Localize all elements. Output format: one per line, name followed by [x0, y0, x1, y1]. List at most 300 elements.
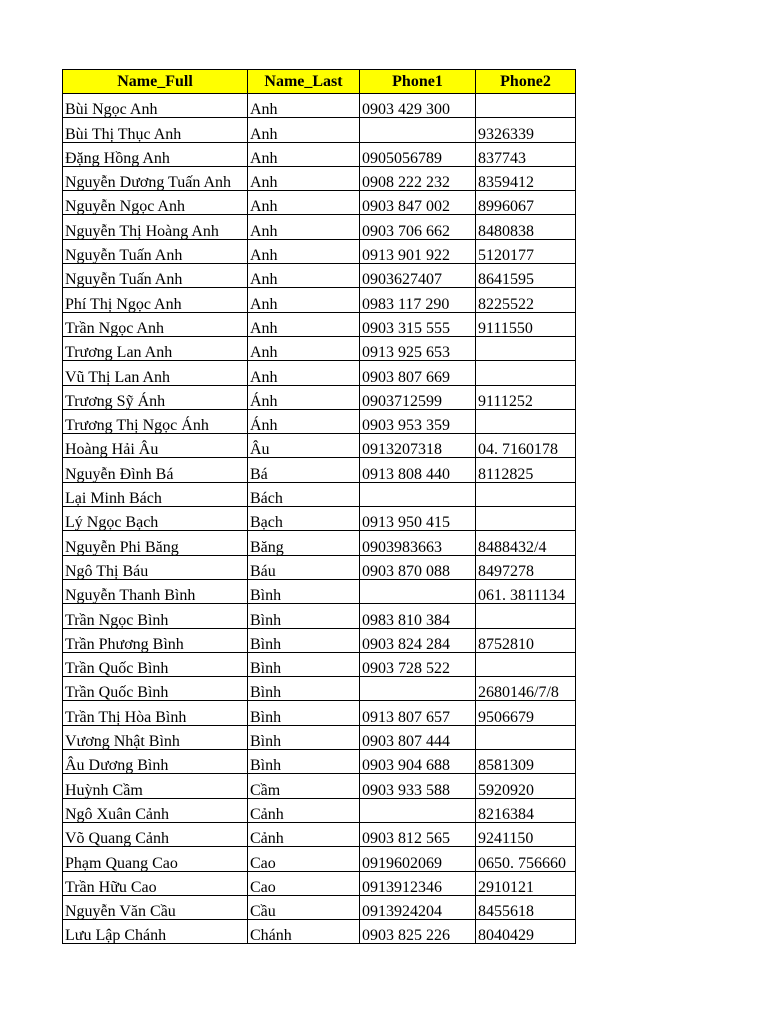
cell-name-last[interactable] — [248, 774, 360, 798]
cell-phone1-text: 0983 117 290 — [362, 295, 450, 313]
cell-phone1[interactable] — [360, 604, 476, 628]
cell-phone1[interactable] — [360, 677, 476, 701]
cell-name-last-text: Báu — [250, 562, 276, 580]
header-phone1[interactable]: Phone1 — [360, 70, 476, 94]
cell-phone1-text: 0919602069 — [362, 854, 442, 872]
cell-phone1-text: 0903 870 088 — [362, 562, 450, 580]
cell-name-full-text: Ngô Thị Báu — [65, 562, 149, 580]
cell-name-last[interactable] — [248, 701, 360, 725]
cell-name-full-text: Trương Sỹ Ánh — [65, 392, 166, 410]
cell-phone2[interactable] — [476, 482, 576, 506]
cell-name-full[interactable] — [63, 920, 248, 944]
cell-name-last[interactable] — [248, 264, 360, 288]
cell-name-last[interactable] — [248, 798, 360, 822]
cell-phone1-text: 0903 429 300 — [362, 101, 450, 119]
cell-name-full[interactable] — [63, 142, 248, 166]
table-row — [63, 847, 576, 871]
cell-name-last-text: Bình — [250, 635, 282, 653]
cell-name-last[interactable] — [248, 652, 360, 676]
cell-phone1-text: 0903 315 555 — [362, 319, 450, 337]
cell-phone1[interactable] — [360, 920, 476, 944]
cell-name-full[interactable] — [63, 822, 248, 846]
cell-name-full-text: Trần Quốc Bình — [65, 660, 169, 678]
cell-name-full-text: Trương Lan Anh — [65, 344, 173, 362]
cell-name-full-text: Nguyễn Tuấn Anh — [65, 247, 183, 265]
cell-phone1[interactable] — [360, 822, 476, 846]
cell-name-full-text: Trương Thị Ngọc Ánh — [65, 417, 209, 435]
cell-phone2[interactable] — [476, 725, 576, 749]
cell-phone2-text: 8488432/4 — [478, 538, 547, 556]
cell-name-last[interactable] — [248, 385, 360, 409]
cell-phone1[interactable] — [360, 725, 476, 749]
cell-name-full-text: Bùi Thị Thục Anh — [65, 125, 182, 143]
cell-phone2[interactable] — [476, 118, 576, 142]
table-row — [63, 604, 576, 628]
cell-phone2[interactable] — [476, 871, 576, 895]
cell-phone2-text: 9111252 — [478, 392, 533, 410]
cell-phone2[interactable] — [476, 847, 576, 871]
cell-name-full[interactable] — [63, 118, 248, 142]
table-row — [63, 215, 576, 239]
table-row — [63, 920, 576, 944]
cell-name-last-text: Bình — [250, 660, 282, 678]
cell-name-last-text: Cảnh — [250, 805, 284, 823]
cell-phone2-text: 8216384 — [478, 805, 534, 823]
cell-phone1-text: 0903 807 669 — [362, 368, 450, 386]
cell-name-last[interactable] — [248, 725, 360, 749]
cell-name-full-text: Huỳnh Cầm — [65, 781, 143, 799]
cell-name-last[interactable] — [248, 871, 360, 895]
cell-phone2[interactable] — [476, 142, 576, 166]
cell-phone2[interactable] — [476, 434, 576, 458]
cell-phone2[interactable] — [476, 312, 576, 336]
cell-name-last[interactable] — [248, 166, 360, 190]
cell-phone2-text: 8497278 — [478, 562, 534, 580]
cell-name-full[interactable] — [63, 458, 248, 482]
cell-phone1[interactable] — [360, 579, 476, 603]
cell-phone2-text: 9506679 — [478, 708, 534, 726]
cell-name-full[interactable] — [63, 555, 248, 579]
table-row — [63, 701, 576, 725]
cell-phone2[interactable] — [476, 604, 576, 628]
cell-phone1-text: 0903 933 588 — [362, 781, 450, 799]
cell-phone2[interactable] — [476, 531, 576, 555]
cell-phone2-text: 8112825 — [478, 465, 534, 483]
table-row — [63, 531, 576, 555]
cell-name-full[interactable] — [63, 215, 248, 239]
cell-name-last-text: Bạch — [250, 514, 283, 532]
table-row — [63, 434, 576, 458]
cell-phone1-text: 0903 807 444 — [362, 733, 450, 751]
cell-phone1-text: 0903983663 — [362, 538, 442, 556]
cell-phone2-text: 837743 — [478, 149, 526, 167]
cell-name-last-text: Chánh — [250, 927, 292, 945]
cell-phone1[interactable] — [360, 847, 476, 871]
cell-name-last-text: Bình — [250, 757, 282, 775]
cell-phone1-text: 0913912346 — [362, 878, 442, 896]
cell-phone1-text: 0903 812 565 — [362, 830, 450, 848]
cell-name-full-text: Lại Minh Bách — [65, 490, 162, 508]
cell-name-full-text: Nguyễn Dương Tuấn Anh — [65, 174, 232, 192]
cell-name-last[interactable] — [248, 555, 360, 579]
cell-phone1[interactable] — [360, 264, 476, 288]
cell-name-last[interactable] — [248, 118, 360, 142]
cell-name-last-text: Cầu — [250, 903, 276, 921]
cell-phone2[interactable] — [476, 94, 576, 118]
cell-name-full-text: Nguyễn Ngọc Anh — [65, 198, 185, 216]
cell-name-full[interactable] — [63, 507, 248, 531]
cell-phone1[interactable] — [360, 118, 476, 142]
cell-phone2[interactable] — [476, 628, 576, 652]
cell-name-full[interactable] — [63, 652, 248, 676]
cell-name-full[interactable] — [63, 579, 248, 603]
cell-phone2-text: 8455618 — [478, 903, 534, 921]
cell-name-last[interactable] — [248, 822, 360, 846]
contact-table — [62, 69, 576, 944]
cell-name-last-text: Cầm — [250, 781, 281, 799]
cell-name-last-text: Anh — [250, 247, 278, 265]
cell-name-full-text: Âu Dương Bình — [65, 757, 169, 775]
cell-phone2[interactable] — [476, 361, 576, 385]
cell-phone2[interactable] — [476, 822, 576, 846]
cell-phone1[interactable] — [360, 361, 476, 385]
cell-name-full-text: Phí Thị Ngọc Anh — [65, 295, 182, 313]
cell-phone1[interactable] — [360, 288, 476, 312]
cell-phone1[interactable] — [360, 531, 476, 555]
cell-name-full[interactable] — [63, 847, 248, 871]
cell-name-full-text: Bùi Ngọc Anh — [65, 101, 158, 119]
cell-name-last[interactable] — [248, 604, 360, 628]
cell-phone2-text: 5920920 — [478, 781, 534, 799]
cell-name-full-text: Nguyễn Tuấn Anh — [65, 271, 183, 289]
cell-phone1-text: 0903 904 688 — [362, 757, 450, 775]
cell-phone2-text: 8480838 — [478, 222, 534, 240]
cell-name-last-text: Bình — [250, 684, 282, 702]
cell-name-last-text: Anh — [250, 174, 278, 192]
cell-name-full-text: Vũ Thị Lan Anh — [65, 368, 171, 386]
cell-phone2-text: 0650. 756660 — [478, 854, 566, 872]
table-row — [63, 288, 576, 312]
cell-phone2[interactable] — [476, 895, 576, 919]
cell-phone1-text: 0913 808 440 — [362, 465, 450, 483]
cell-phone2-text: 8359412 — [478, 174, 534, 192]
cell-name-last-text: Băng — [250, 538, 284, 556]
cell-name-last[interactable] — [248, 920, 360, 944]
cell-phone1[interactable] — [360, 555, 476, 579]
cell-phone1[interactable] — [360, 482, 476, 506]
cell-phone1[interactable] — [360, 215, 476, 239]
cell-phone2[interactable] — [476, 555, 576, 579]
cell-name-last[interactable] — [248, 482, 360, 506]
cell-name-last[interactable] — [248, 142, 360, 166]
cell-phone1-text: 0903627407 — [362, 271, 442, 289]
cell-name-last-text: Cảnh — [250, 830, 284, 848]
cell-name-full[interactable] — [63, 774, 248, 798]
cell-phone2[interactable] — [476, 701, 576, 725]
cell-phone2[interactable] — [476, 750, 576, 774]
cell-phone1[interactable] — [360, 434, 476, 458]
cell-name-full[interactable] — [63, 312, 248, 336]
cell-name-full[interactable] — [63, 531, 248, 555]
cell-phone1-text: 0903 847 002 — [362, 198, 450, 216]
cell-name-full[interactable] — [63, 191, 248, 215]
cell-phone2[interactable] — [476, 579, 576, 603]
cell-name-last[interactable] — [248, 215, 360, 239]
cell-phone2-text: 8581309 — [478, 757, 534, 775]
cell-phone1[interactable] — [360, 507, 476, 531]
cell-phone1-text: 0903 728 522 — [362, 660, 450, 678]
cell-name-full[interactable] — [63, 94, 248, 118]
cell-phone2[interactable] — [476, 798, 576, 822]
cell-name-full[interactable] — [63, 895, 248, 919]
cell-name-last-text: Ánh — [250, 392, 278, 410]
cell-name-last[interactable] — [248, 507, 360, 531]
cell-name-last[interactable] — [248, 458, 360, 482]
cell-name-last[interactable] — [248, 312, 360, 336]
cell-phone1-text: 0913 807 657 — [362, 708, 450, 726]
table-row — [63, 798, 576, 822]
cell-phone2-text: 8752810 — [478, 635, 534, 653]
cell-name-last[interactable] — [248, 409, 360, 433]
cell-name-last[interactable] — [248, 361, 360, 385]
cell-phone1[interactable] — [360, 409, 476, 433]
cell-phone2-text: 061. 3811134 — [478, 587, 565, 605]
cell-name-full-text: Trần Thị Hòa Bình — [65, 708, 187, 726]
cell-name-last-text: Anh — [250, 125, 278, 143]
cell-name-full-text: Trần Ngọc Bình — [65, 611, 169, 629]
table-row — [63, 652, 576, 676]
cell-name-last[interactable] — [248, 239, 360, 263]
header-name-full[interactable]: Name_Full — [63, 70, 248, 94]
table-row — [63, 555, 576, 579]
table-row — [63, 895, 576, 919]
table-row — [63, 191, 576, 215]
table-row — [63, 336, 576, 360]
cell-phone1[interactable] — [360, 191, 476, 215]
table-row — [63, 361, 576, 385]
cell-name-full-text: Trần Phương Bình — [65, 635, 184, 653]
cell-name-full[interactable] — [63, 871, 248, 895]
cell-name-last-text: Anh — [250, 319, 278, 337]
cell-name-full[interactable] — [63, 166, 248, 190]
table-row — [63, 822, 576, 846]
table-row — [63, 628, 576, 652]
cell-name-full[interactable] — [63, 288, 248, 312]
cell-phone1-text: 0913 925 653 — [362, 344, 450, 362]
cell-name-last-text: Bình — [250, 611, 282, 629]
cell-phone2-text: 2910121 — [478, 878, 534, 896]
cell-name-full[interactable] — [63, 264, 248, 288]
cell-phone2-text: 8225522 — [478, 295, 534, 313]
cell-phone2[interactable] — [476, 507, 576, 531]
cell-phone1-text: 0908 222 232 — [362, 174, 450, 192]
cell-name-full[interactable] — [63, 482, 248, 506]
cell-phone2-text: 9326339 — [478, 125, 534, 143]
table-row — [63, 774, 576, 798]
table-row — [63, 482, 576, 506]
table-row — [63, 118, 576, 142]
cell-name-full[interactable] — [63, 798, 248, 822]
cell-name-full-text: Võ Quang Cảnh — [65, 830, 169, 848]
cell-name-last[interactable] — [248, 677, 360, 701]
cell-name-full-text: Hoàng Hải Âu — [65, 441, 159, 459]
cell-name-full[interactable] — [63, 239, 248, 263]
cell-name-full[interactable] — [63, 409, 248, 433]
table-row — [63, 264, 576, 288]
table-row — [63, 239, 576, 263]
cell-name-full[interactable] — [63, 361, 248, 385]
cell-name-full-text: Lý Ngọc Bạch — [65, 514, 159, 532]
cell-phone2-text: 8040429 — [478, 927, 534, 945]
table-row — [63, 750, 576, 774]
table-row — [63, 312, 576, 336]
cell-name-full-text: Trần Ngọc Anh — [65, 319, 164, 337]
cell-name-last[interactable] — [248, 847, 360, 871]
cell-phone1[interactable] — [360, 385, 476, 409]
cell-name-last-text: Cao — [250, 878, 276, 896]
cell-name-full-text: Nguyễn Thị Hoàng Anh — [65, 222, 219, 240]
cell-name-full[interactable] — [63, 725, 248, 749]
cell-phone2-text: 2680146/7/8 — [478, 684, 559, 702]
header-name-last[interactable]: Name_Last — [248, 70, 360, 94]
cell-phone1[interactable] — [360, 336, 476, 360]
table-row — [63, 94, 576, 118]
cell-phone2[interactable] — [476, 385, 576, 409]
cell-phone1[interactable] — [360, 871, 476, 895]
cell-phone1[interactable] — [360, 142, 476, 166]
cell-phone1-text: 0913 901 922 — [362, 247, 450, 265]
cell-name-full-text: Trần Hữu Cao — [65, 878, 157, 896]
cell-phone2-text: 5120177 — [478, 247, 534, 265]
cell-phone2[interactable] — [476, 288, 576, 312]
cell-phone2[interactable] — [476, 920, 576, 944]
cell-name-last[interactable] — [248, 434, 360, 458]
cell-name-full-text: Nguyễn Phi Băng — [65, 538, 179, 556]
table-row — [63, 579, 576, 603]
cell-phone1[interactable] — [360, 166, 476, 190]
cell-phone2-text: 04. 7160178 — [478, 441, 558, 459]
cell-name-full[interactable] — [63, 677, 248, 701]
cell-phone2[interactable] — [476, 652, 576, 676]
cell-name-full-text: Ngô Xuân Cảnh — [65, 805, 169, 823]
cell-name-full-text: Phạm Quang Cao — [65, 854, 178, 872]
cell-name-last[interactable] — [248, 531, 360, 555]
cell-phone1-text: 0983 810 384 — [362, 611, 450, 629]
cell-name-last-text: Bá — [250, 465, 268, 483]
cell-phone2[interactable] — [476, 336, 576, 360]
cell-phone2[interactable] — [476, 215, 576, 239]
cell-phone1-text: 0913924204 — [362, 903, 442, 921]
cell-name-last[interactable] — [248, 628, 360, 652]
cell-name-last-text: Anh — [250, 344, 278, 362]
cell-name-full[interactable] — [63, 336, 248, 360]
cell-phone1[interactable] — [360, 239, 476, 263]
table-row — [63, 725, 576, 749]
cell-phone2-text: 8996067 — [478, 198, 534, 216]
cell-phone1[interactable] — [360, 798, 476, 822]
cell-name-last[interactable] — [248, 191, 360, 215]
cell-name-full[interactable] — [63, 434, 248, 458]
cell-name-last-text: Ánh — [250, 417, 278, 435]
cell-name-last-text: Anh — [250, 295, 278, 313]
table-row — [63, 409, 576, 433]
cell-phone2[interactable] — [476, 239, 576, 263]
cell-phone2[interactable] — [476, 458, 576, 482]
cell-phone1-text: 0913 950 415 — [362, 514, 450, 532]
cell-name-last-text: Bình — [250, 733, 282, 751]
cell-name-full-text: Nguyễn Đình Bá — [65, 465, 174, 483]
cell-phone1-text: 0903 706 662 — [362, 222, 450, 240]
cell-name-last-text: Anh — [250, 101, 278, 119]
cell-phone2[interactable] — [476, 677, 576, 701]
cell-name-last-text: Anh — [250, 222, 278, 240]
cell-phone1[interactable] — [360, 458, 476, 482]
cell-phone2[interactable] — [476, 166, 576, 190]
cell-phone1[interactable] — [360, 628, 476, 652]
cell-phone2[interactable] — [476, 774, 576, 798]
table-row — [63, 458, 576, 482]
cell-name-full-text: Trần Quốc Bình — [65, 684, 169, 702]
cell-name-last[interactable] — [248, 895, 360, 919]
cell-name-full[interactable] — [63, 701, 248, 725]
cell-name-last[interactable] — [248, 579, 360, 603]
table-row — [63, 677, 576, 701]
cell-name-full-text: Đặng Hồng Anh — [65, 149, 170, 167]
cell-phone1[interactable] — [360, 312, 476, 336]
cell-phone2-text: 9111550 — [478, 319, 533, 337]
table-row — [63, 166, 576, 190]
cell-name-full-text: Lưu Lập Chánh — [65, 927, 167, 945]
cell-phone1[interactable] — [360, 94, 476, 118]
cell-name-last-text: Bình — [250, 587, 282, 605]
cell-name-full-text: Nguyễn Thanh Bình — [65, 587, 196, 605]
cell-phone1[interactable] — [360, 652, 476, 676]
cell-phone1[interactable] — [360, 895, 476, 919]
cell-name-last[interactable] — [248, 750, 360, 774]
cell-phone1-text: 0913207318 — [362, 441, 442, 459]
cell-name-full[interactable] — [63, 750, 248, 774]
cell-name-full[interactable] — [63, 604, 248, 628]
cell-name-full[interactable] — [63, 385, 248, 409]
header-phone2[interactable]: Phone2 — [476, 70, 576, 94]
cell-phone1-text: 0903 953 359 — [362, 417, 450, 435]
cell-phone1[interactable] — [360, 750, 476, 774]
cell-phone2-text: 8641595 — [478, 271, 534, 289]
cell-phone2[interactable] — [476, 264, 576, 288]
cell-phone1-text: 0903 825 226 — [362, 927, 450, 945]
cell-name-last-text: Anh — [250, 149, 278, 167]
cell-name-last-text: Bách — [250, 490, 283, 508]
cell-phone2-text: 9241150 — [478, 830, 534, 848]
cell-phone1-text: 0903 824 284 — [362, 635, 450, 653]
header-row — [63, 70, 576, 94]
cell-phone2[interactable] — [476, 409, 576, 433]
table-row — [63, 871, 576, 895]
cell-phone1[interactable] — [360, 774, 476, 798]
cell-name-full-text: Vương Nhật Bình — [65, 733, 180, 751]
cell-name-last[interactable] — [248, 288, 360, 312]
cell-name-full[interactable] — [63, 628, 248, 652]
table-row — [63, 385, 576, 409]
cell-name-last-text: Bình — [250, 708, 282, 726]
cell-name-last-text: Anh — [250, 271, 278, 289]
cell-phone1-text: 0905056789 — [362, 149, 442, 167]
cell-phone2[interactable] — [476, 191, 576, 215]
cell-phone1[interactable] — [360, 701, 476, 725]
cell-name-last[interactable] — [248, 94, 360, 118]
cell-name-last[interactable] — [248, 336, 360, 360]
table-row — [63, 142, 576, 166]
